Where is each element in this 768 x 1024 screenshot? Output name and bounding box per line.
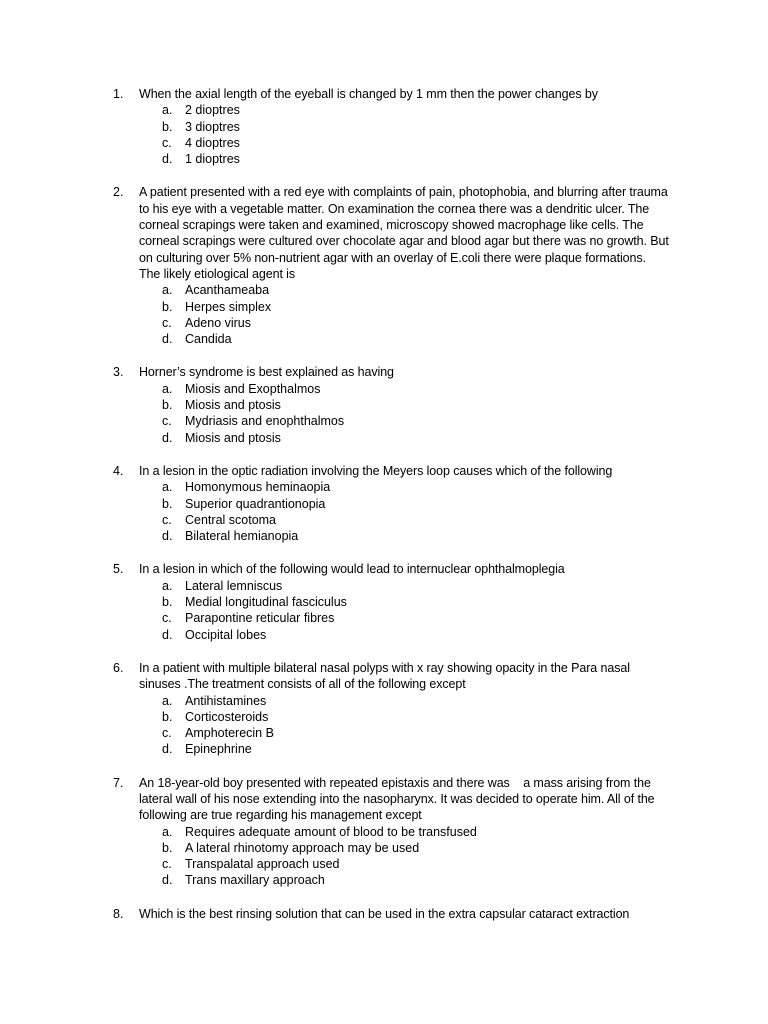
answer-option — [0, 381, 768, 397]
option-text: A lateral rhinotomy approach may be used — [185, 840, 420, 855]
answer-option — [0, 331, 768, 347]
answer-option — [0, 856, 768, 872]
answer-option — [0, 693, 768, 709]
question-text: In a patient with multiple bilateral nasal polyps with x ray showing opacity in the Para nasal sinuses .The treatment consists of all of the following except — [139, 660, 634, 692]
answer-option — [0, 578, 768, 594]
option-text: Superior quadrantionopia — [185, 496, 326, 511]
question-item — [0, 364, 768, 445]
option-letter: c. — [162, 611, 172, 626]
option-letter: a. — [162, 693, 173, 708]
question-item — [0, 463, 768, 544]
question-number: 3. — [113, 365, 124, 380]
answer-option — [0, 102, 768, 118]
option-text: Mydriasis and enophthalmos — [185, 414, 345, 429]
option-letter: a. — [162, 283, 173, 298]
option-letter: b. — [162, 840, 173, 855]
answer-option — [0, 397, 768, 413]
option-letter: c. — [162, 512, 172, 527]
answer-option — [0, 709, 768, 725]
answer-option — [0, 610, 768, 626]
option-letter: c. — [162, 414, 172, 429]
option-text: Transpalatal approach used — [185, 857, 340, 872]
option-letter: d. — [162, 152, 173, 167]
option-letter: d. — [162, 627, 173, 642]
answer-option — [0, 824, 768, 840]
option-text: 3 dioptres — [185, 119, 240, 134]
option-list — [0, 578, 768, 643]
option-list — [0, 824, 768, 889]
question-number: 8. — [113, 906, 124, 921]
option-text: Medial longitudinal fasciculus — [185, 595, 347, 610]
option-text: Epinephrine — [185, 742, 252, 757]
option-letter: c. — [162, 135, 172, 150]
question-item — [0, 906, 768, 922]
option-text: 2 dioptres — [185, 103, 240, 118]
answer-option — [0, 512, 768, 528]
option-list — [0, 479, 768, 544]
option-text: 1 dioptres — [185, 152, 240, 167]
question-item — [0, 86, 768, 167]
answer-option — [0, 119, 768, 135]
option-letter: d. — [162, 873, 173, 888]
option-text: Bilateral hemianopia — [185, 529, 299, 544]
question-item — [0, 660, 768, 758]
option-letter: b. — [162, 119, 173, 134]
option-letter: a. — [162, 103, 173, 118]
question-text: An 18-year-old boy presented with repeated epistaxis and there was a mass arising from the lateral wall of his nose extending into the nasopharynx. It was decided to operate him. All of the following are true regarding his management except — [139, 775, 658, 823]
answer-option — [0, 315, 768, 331]
option-list — [0, 381, 768, 446]
option-text: Acanthameaba — [185, 283, 270, 298]
answer-option — [0, 151, 768, 167]
answer-option — [0, 741, 768, 757]
option-letter: a. — [162, 480, 173, 495]
question-item — [0, 184, 768, 347]
question-number: 5. — [113, 562, 124, 577]
option-list — [0, 282, 768, 347]
option-letter: d. — [162, 430, 173, 445]
option-letter: b. — [162, 709, 173, 724]
option-letter: d. — [162, 529, 173, 544]
question-text: Which is the best rinsing solution that can be used in the extra capsular cataract extraction — [139, 906, 630, 921]
question-number: 4. — [113, 463, 124, 478]
question-text: A patient presented with a red eye with complaints of pain, photophobia, and blurring after trauma to his eye with a vegetable matter. On examination the cornea there was a dendritic ulcer. The corneal scrapings were taken and examined, microscopy showed macrophage like cells. The corneal scrapings were cultured over chocolate agar and blood agar but there was no growth. But on culturing over 5% non-nutrient agar with an overlay of E.coli there were plaque formations. The likely etiological agent is — [139, 185, 673, 281]
question-number: 7. — [113, 775, 124, 790]
option-text: Herpes simplex — [185, 299, 272, 314]
option-text: Miosis and ptosis — [185, 430, 281, 445]
option-text: 4 dioptres — [185, 135, 240, 150]
option-text: Miosis and ptosis — [185, 398, 281, 413]
question-text: Horner’s syndrome is best explained as having — [139, 365, 394, 380]
question-text: In a lesion in which of the following would lead to internuclear ophthalmoplegia — [139, 562, 565, 577]
answer-option — [0, 299, 768, 315]
answer-option — [0, 430, 768, 446]
answer-option — [0, 135, 768, 151]
answer-option — [0, 840, 768, 856]
option-list — [0, 102, 768, 167]
question-text: In a lesion in the optic radiation involving the Meyers loop causes which of the following — [139, 463, 613, 478]
option-text: Homonymous heminaopia — [185, 480, 331, 495]
option-letter: a. — [162, 381, 173, 396]
option-text: Central scotoma — [185, 512, 277, 527]
option-letter: a. — [162, 824, 173, 839]
answer-option — [0, 479, 768, 495]
option-letter: b. — [162, 496, 173, 511]
option-text: Occipital lobes — [185, 627, 267, 642]
option-list — [0, 693, 768, 758]
question-text: When the axial length of the eyeball is changed by 1 mm then the power changes by — [139, 87, 598, 101]
option-text: Trans maxillary approach — [185, 873, 325, 888]
question-item — [0, 561, 768, 642]
option-letter: b. — [162, 398, 173, 413]
option-letter: c. — [162, 315, 172, 330]
option-text: Miosis and Exopthalmos — [185, 381, 321, 396]
option-letter: a. — [162, 578, 173, 593]
answer-option — [0, 594, 768, 610]
option-letter: c. — [162, 726, 172, 741]
option-text: Corticosteroids — [185, 709, 269, 724]
option-text: Lateral lemniscus — [185, 578, 283, 593]
option-text: Candida — [185, 332, 232, 347]
question-list — [0, 86, 768, 939]
option-letter: c. — [162, 857, 172, 872]
answer-option — [0, 872, 768, 888]
answer-option — [0, 627, 768, 643]
option-letter: d. — [162, 742, 173, 757]
answer-option — [0, 496, 768, 512]
option-letter: b. — [162, 299, 173, 314]
option-text: Parapontine reticular fibres — [185, 611, 335, 626]
option-text: Amphoterecin B — [185, 726, 274, 741]
question-item — [0, 775, 768, 889]
option-text: Requires adequate amount of blood to be transfused — [185, 824, 477, 839]
answer-option — [0, 413, 768, 429]
answer-option — [0, 282, 768, 298]
question-number: 6. — [113, 660, 124, 675]
answer-option — [0, 528, 768, 544]
option-text: Antihistamines — [185, 693, 267, 708]
option-letter: d. — [162, 332, 173, 347]
option-letter: b. — [162, 595, 173, 610]
answer-option — [0, 725, 768, 741]
question-number: 1. — [113, 87, 124, 101]
option-text: Adeno virus — [185, 315, 252, 330]
question-number: 2. — [113, 185, 124, 200]
